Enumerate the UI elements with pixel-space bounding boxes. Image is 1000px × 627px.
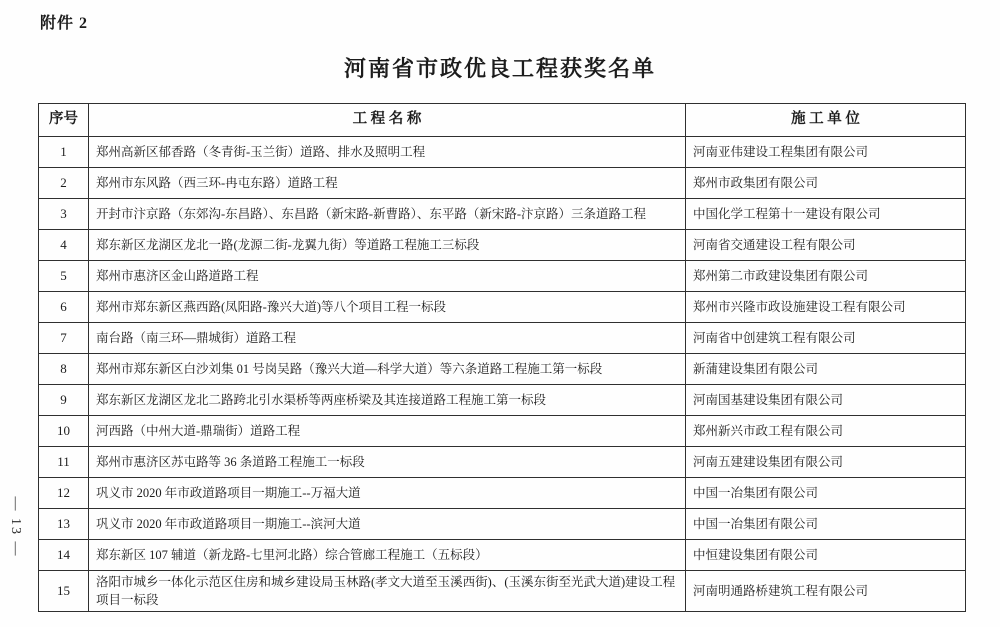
row-project-name: 郑东新区龙湖区龙北一路(龙源二街-龙翼九街）等道路工程施工三标段 xyxy=(89,230,686,261)
row-construction-unit: 中国化学工程第十一建设有限公司 xyxy=(686,199,966,230)
header-construction-unit: 施 工 单 位 xyxy=(686,104,966,137)
row-project-name: 南台路（南三环—鼎城街）道路工程 xyxy=(89,323,686,354)
row-serial-number: 10 xyxy=(39,416,89,447)
row-serial-number: 12 xyxy=(39,478,89,509)
table-row xyxy=(39,447,966,478)
attachment-label: 附件 2 xyxy=(40,15,89,32)
table-row xyxy=(39,416,966,447)
page-title: 河南省市政优良工程获奖名单 xyxy=(343,56,656,81)
row-construction-unit: 中恒建设集团有限公司 xyxy=(686,540,966,571)
row-construction-unit: 中国一冶集团有限公司 xyxy=(686,509,966,540)
table-row xyxy=(39,571,966,612)
row-construction-unit: 中国一冶集团有限公司 xyxy=(686,478,966,509)
row-project-name: 开封市汴京路（东郊沟-东昌路）、东昌路（新宋路-新曹路）、东平路（新宋路-汴京路）三条道路工程 xyxy=(89,199,686,230)
row-construction-unit: 河南省中创建筑工程有限公司 xyxy=(686,323,966,354)
row-serial-number: 6 xyxy=(39,292,89,323)
table-row xyxy=(39,261,966,292)
row-construction-unit: 河南亚伟建设工程集团有限公司 xyxy=(686,137,966,168)
row-serial-number: 9 xyxy=(39,385,89,416)
row-serial-number: 14 xyxy=(39,540,89,571)
table-row xyxy=(39,385,966,416)
row-construction-unit: 郑州市政集团有限公司 xyxy=(686,168,966,199)
table-row xyxy=(39,540,966,571)
row-project-name: 郑州市惠济区苏屯路等 36 条道路工程施工一标段 xyxy=(89,447,686,478)
row-serial-number: 4 xyxy=(39,230,89,261)
table-row xyxy=(39,509,966,540)
page-number: — 13 — xyxy=(8,496,23,558)
table-header-row xyxy=(39,104,966,137)
row-serial-number: 15 xyxy=(39,571,89,612)
row-serial-number: 1 xyxy=(39,137,89,168)
table-row xyxy=(39,292,966,323)
row-construction-unit: 郑州新兴市政工程有限公司 xyxy=(686,416,966,447)
row-project-name: 郑州市郑东新区燕西路(凤阳路-豫兴大道)等八个项目工程一标段 xyxy=(89,292,686,323)
row-construction-unit: 河南省交通建设工程有限公司 xyxy=(686,230,966,261)
table-row xyxy=(39,354,966,385)
row-serial-number: 5 xyxy=(39,261,89,292)
row-project-name: 郑东新区 107 辅道（新龙路-七里河北路）综合管廊工程施工（五标段） xyxy=(89,540,686,571)
table-row xyxy=(39,323,966,354)
header-project-name: 工 程 名 称 xyxy=(89,104,686,137)
row-serial-number: 8 xyxy=(39,354,89,385)
row-project-name: 郑州市东风路（西三环-冉屯东路）道路工程 xyxy=(89,168,686,199)
row-serial-number: 11 xyxy=(39,447,89,478)
award-table xyxy=(38,103,966,612)
row-construction-unit: 河南国基建设集团有限公司 xyxy=(686,385,966,416)
row-project-name: 郑东新区龙湖区龙北二路跨北引水渠桥等两座桥梁及其连接道路工程施工第一标段 xyxy=(89,385,686,416)
row-project-name: 巩义市 2020 年市政道路项目一期施工--滨河大道 xyxy=(89,509,686,540)
table-row xyxy=(39,230,966,261)
row-serial-number: 3 xyxy=(39,199,89,230)
row-project-name: 郑州市郑东新区白沙刘集 01 号岗吴路（豫兴大道—科学大道）等六条道路工程施工第一标段 xyxy=(89,354,686,385)
row-project-name: 郑州高新区郁香路（冬青街-玉兰街）道路、排水及照明工程 xyxy=(89,137,686,168)
row-construction-unit: 郑州第二市政建设集团有限公司 xyxy=(686,261,966,292)
header-serial-number: 序号 xyxy=(39,104,89,137)
table-body xyxy=(39,137,966,612)
row-project-name: 洛阳市城乡一体化示范区住房和城乡建设局玉林路(孝文大道至玉溪西街)、(玉溪东街至光武大道)建设工程项目一标段 xyxy=(89,571,686,612)
table-row xyxy=(39,168,966,199)
row-construction-unit: 河南五建建设集团有限公司 xyxy=(686,447,966,478)
row-project-name: 郑州市惠济区金山路道路工程 xyxy=(89,261,686,292)
row-project-name: 巩义市 2020 年市政道路项目一期施工--万福大道 xyxy=(89,478,686,509)
table-header xyxy=(39,104,966,137)
row-project-name: 河西路（中州大道-鼎瑞街）道路工程 xyxy=(89,416,686,447)
table-row xyxy=(39,137,966,168)
row-construction-unit: 河南明通路桥建筑工程有限公司 xyxy=(686,571,966,612)
table-row xyxy=(39,478,966,509)
table-row xyxy=(39,199,966,230)
row-serial-number: 2 xyxy=(39,168,89,199)
row-construction-unit: 郑州市兴隆市政设施建设工程有限公司 xyxy=(686,292,966,323)
row-serial-number: 7 xyxy=(39,323,89,354)
row-serial-number: 13 xyxy=(39,509,89,540)
row-construction-unit: 新蒲建设集团有限公司 xyxy=(686,354,966,385)
